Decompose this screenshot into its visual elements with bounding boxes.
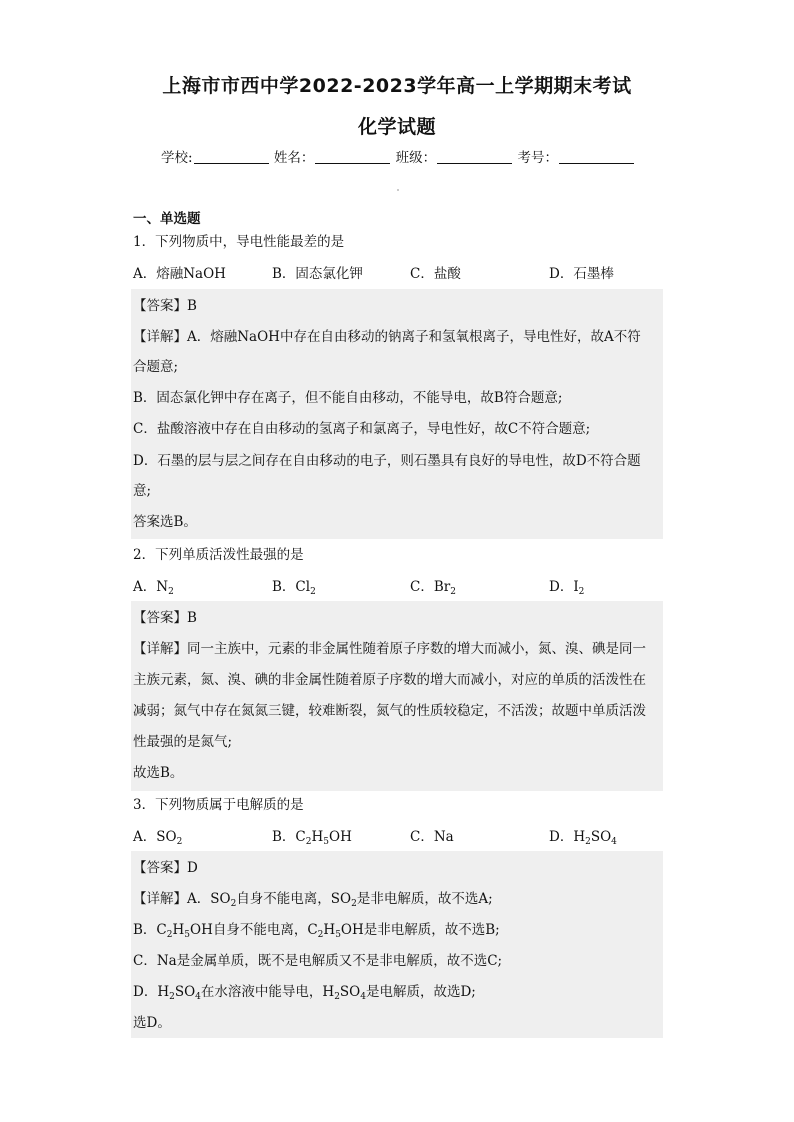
q3-answer: 【答案】D	[133, 860, 198, 876]
q2-option-c: C．$Br_2$	[410, 579, 456, 597]
q1-option-c: C．盐酸	[410, 266, 461, 282]
q1-detail-line: B．固态氯化钾中存在离子，但不能自由移动，不能导电，故B符合题意;	[133, 390, 563, 406]
student-info-fields	[0, 146, 794, 166]
q1-answer-block	[131, 289, 663, 539]
q2-detail-line: 性最强的是氮气;	[133, 734, 233, 750]
class-blank	[437, 151, 512, 164]
name-blank	[315, 151, 390, 164]
center-dot	[397, 189, 399, 191]
q2-option-b: B．$Cl_2$	[272, 579, 316, 597]
q3-option-d: D．$H_2SO_4$	[549, 829, 617, 847]
q1-detail-line: 意;	[133, 483, 152, 499]
q3-detail-line: 选D。	[133, 1015, 171, 1031]
q1-detail-line: D．石墨的层与层之间存在自由移动的电子，则石墨具有良好的导电性，故D不符合题	[133, 453, 641, 469]
q1-option-d: D．石墨棒	[549, 266, 614, 282]
school-blank	[194, 151, 269, 164]
q1-detail-line: C．盐酸溶液中存在自由移动的氢离子和氯离子，导电性好，故C不符合题意;	[133, 421, 591, 437]
q3-detail-line: D．$H_2SO_4$在水溶液中能导电，$H_2SO_4$是电解质，故选D;	[133, 984, 476, 1002]
q2-option-a: A．$N_2$	[133, 579, 174, 597]
exam-subtitle: 化学试题	[357, 116, 436, 138]
q1-detail-line: 【详解】A．熔融NaOH中存在自由移动的钠离子和氢氧根离子，导电性好，故A不符	[133, 329, 641, 345]
q1-option-b: B．固态氯化钾	[272, 266, 363, 282]
q2-detail-line: 减弱；氮气中存在氮氮三键，较难断裂，氮气的性质较稳定，不活泼；故题中单质活泼	[133, 703, 646, 719]
q3-detail-line: B．$C_2H_5OH$自身不能电离，$C_2H_5OH$是非电解质，故不选B;	[133, 922, 500, 940]
q1-option-a: A．熔融NaOH	[133, 266, 226, 282]
q3-stem: 3．下列物质属于电解质的是	[133, 797, 304, 813]
q3-detail-line: C．Na是金属单质，既不是电解质又不是非电解质，故不选C;	[133, 953, 503, 969]
q2-detail-line: 【详解】同一主族中，元素的非金属性随着原子序数的增大而减小，氮、溴、碘是同一	[133, 641, 646, 657]
q2-stem: 2．下列单质活泼性最强的是	[133, 547, 304, 563]
q1-detail-line: 答案选B。	[133, 514, 197, 530]
school-label: 学校:	[161, 150, 193, 166]
exam-number-blank	[559, 151, 634, 164]
q2-detail-line: 故选B。	[133, 765, 184, 781]
name-label: 姓名：	[273, 150, 315, 166]
q1-stem: 1．下列物质中，导电性能最差的是	[133, 234, 345, 250]
section-title: 一、单选题	[133, 211, 201, 227]
q1-answer: 【答案】B	[133, 298, 197, 314]
q2-answer-block	[131, 601, 663, 791]
q1-detail-line: 合题意;	[133, 359, 179, 375]
q3-option-a: A．$SO_2$	[133, 829, 183, 847]
q3-detail-line: 【详解】A．$SO_2$自身不能电离，$SO_2$是非电解质，故不选A;	[133, 891, 493, 909]
q3-option-c: C．Na	[410, 829, 454, 845]
q3-answer-block	[131, 851, 663, 1038]
q2-detail-line: 主族元素，氮、溴、碘的非金属性随着原子序数的增大而减小，对应的单质的活泼性在	[133, 672, 646, 688]
exam-number-label: 考号：	[517, 150, 558, 166]
q2-answer: 【答案】B	[133, 610, 197, 626]
exam-title: 上海市市西中学2022-2023学年高一上学期期末考试	[162, 75, 632, 97]
class-label: 班级：	[395, 150, 437, 166]
q3-option-b: B．$C_2H_5OH$	[272, 829, 352, 847]
q2-option-d: D．$I_2$	[549, 579, 585, 597]
